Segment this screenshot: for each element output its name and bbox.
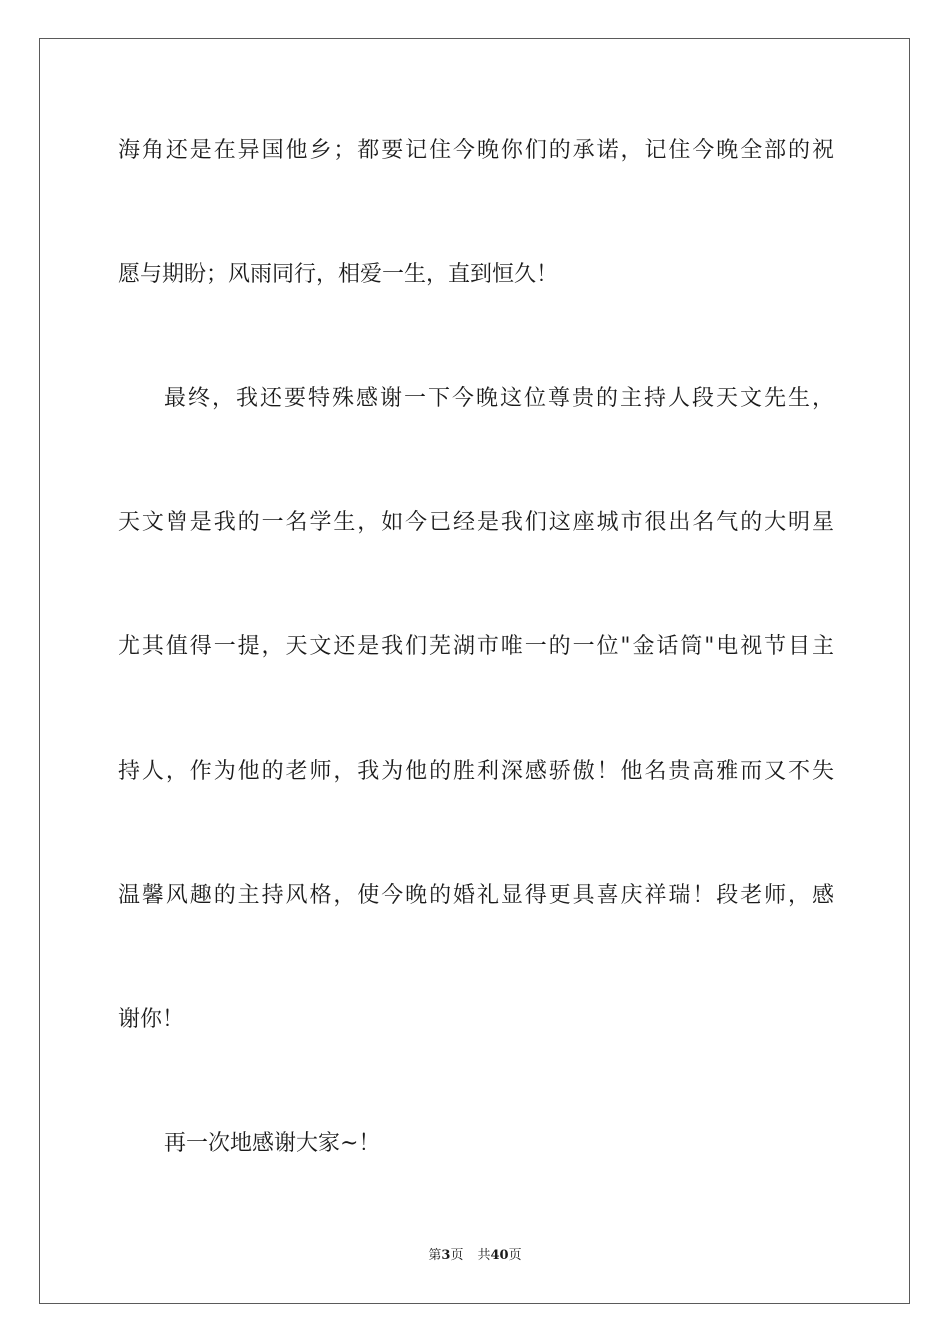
page-label-suffix: 页 [450, 1248, 464, 1263]
text-line-1: 海角还是在异国他乡；都要记住今晚你们的承诺，记住今晚全部的祝 [118, 138, 834, 163]
text-line-8: 谢你！ [118, 1007, 185, 1032]
total-pages: 40 [490, 1248, 509, 1263]
text-line-5: 尤其值得一提，天文还是我们芜湖市唯一的一位"金话筒"电视节目主 [118, 634, 834, 659]
text-line-3: 最终，我还要特殊感谢一下今晚这位尊贵的主持人段天文先生， [164, 386, 834, 411]
page-border [39, 38, 910, 1304]
text-line-9: 再一次地感谢大家~！ [164, 1131, 381, 1156]
text-line-7: 温馨风趣的主持风格，使今晚的婚礼显得更具喜庆祥瑞！段老师，感 [118, 883, 834, 908]
total-label-prefix: 共 [477, 1248, 491, 1263]
page-number: 3 [441, 1248, 451, 1263]
page-footer [0, 1246, 950, 1266]
text-line-2: 愿与期盼；风雨同行，相爱一生，直到恒久！ [118, 262, 559, 287]
text-line-6: 持人，作为他的老师，我为他的胜利深感骄傲！他名贵高雅而又不失 [118, 759, 834, 784]
page-label-prefix: 第 [428, 1248, 442, 1263]
total-label-suffix: 页 [508, 1248, 522, 1263]
text-line-4: 天文曾是我的一名学生，如今已经是我们这座城市很出名气的大明星 [118, 510, 834, 535]
